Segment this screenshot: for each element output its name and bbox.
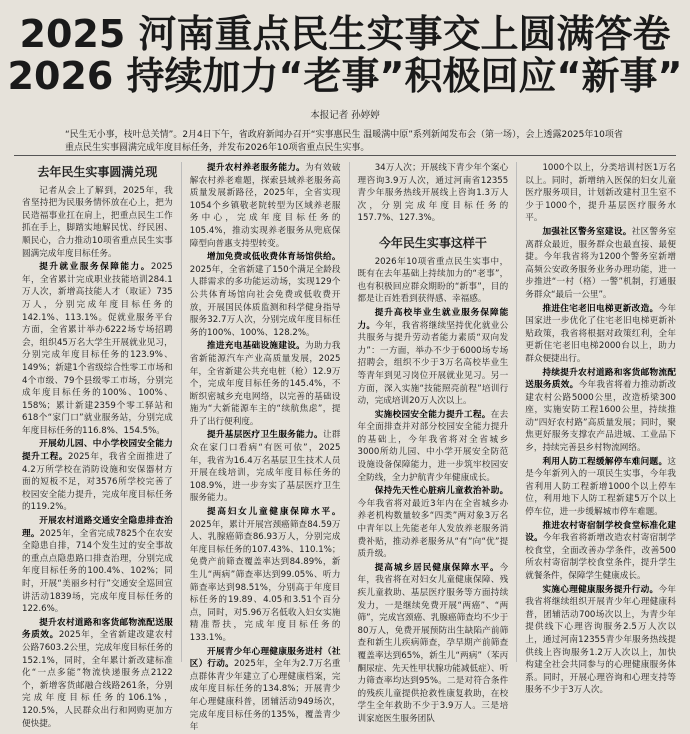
paragraph-text: 为有效破解农村养老难题，探索县域养老服务高质量发展新路径，2025年，全省实现1054个乡镇敬老院转型为区域养老服务中心，完成年度目标任务的105.4%，推动实现养老服务从兜底保障型向普惠支持型转变。 xyxy=(189,163,341,249)
paragraph-lead: 加强社区警务室建设。 xyxy=(542,226,632,237)
paragraph-text: 今年我省将新增改造农村寄宿制学校食堂，全面改善办学条件，改善500所农村寄宿制学校食堂条件，提升学生就餐条件，保障学生健康成长。 xyxy=(525,533,676,581)
paragraph xyxy=(525,367,676,455)
paragraph xyxy=(22,515,173,616)
lead-paragraph: “民生无小事，枝叶总关情”。2月4日下午，省政府新闻办召开“实事惠民生 温暖满中原”系列新闻发布会（第一场），会上透露2025年10项省重点民生实事圆满完成年度目标任务，并发布2026年10项省重点民生实事。 xyxy=(65,130,623,153)
paragraph-text: 记者从会上了解到，2025年，我省坚持把为民服务情怀放在心上，把为民造福事业扛在肩上，把重点民生工作抓在手上，脚踏实地解民忧、纾民困、顺民心，合力推动10项省重点民生实事圆满完成年度目标任务。 xyxy=(22,185,173,259)
paragraph-text: 今年我省将对最近3年内在全省城乡办养老机构数量较多“四类”两对象3万名中青年以上先能老年人发放养老服务消费补贴，推动养老服务从“有”向“优”提质升级。 xyxy=(357,498,509,560)
column-2 xyxy=(181,162,349,733)
paragraph-text: 2025年，全年为2.7万名重点群体青少年建立了心理健康档案，完成年度目标任务的134.8%；开展青少年心理健康科普，团辅活动949场次，完成年度目标任务的135%，覆盖青少年 xyxy=(189,659,341,733)
paragraph-lead: 提升高校毕业生就业服务保障能力。 xyxy=(357,307,509,331)
paragraph-text: 这是今年新列入的一项民生实事，今年我省利用人防工程新增1000个以上停车位，利用地下人防工程新建5万个以上停车位，进一步缓解城市停车难题。 xyxy=(525,456,676,518)
article-columns xyxy=(14,162,684,733)
paragraph-text: 社区警务室离群众最近，服务群众也最直接、最便捷。今年我省将为1200个警务室新增高频公安政务服务业务办理功能，进一步推进“一村（格）一警”机制，打通服务群众“最后一公里”。 xyxy=(525,226,676,300)
header xyxy=(0,0,690,155)
paragraph-text: 2025年，累计开展宫颈癌筛查84.59万人、乳腺癌筛查86.93万人，分别完成年度目标任务的107.43%、110.1%；免费产前筛查覆盖率达到84.89%，新生儿“两病”筛查率达到99.05%、听力筛查率达到98.51%，分别高于年度目标任务的19.89、4.05和3.51个百分点，同时，对5.96万名低收入妇女实施精准帮扶，完成年度目标任务的133.1%。 xyxy=(189,519,341,643)
paragraph xyxy=(22,185,173,261)
paragraph xyxy=(190,162,341,250)
paragraph-lead: 提升农村道路和客货邮物流配送服务质效。 xyxy=(22,617,173,641)
paragraph xyxy=(22,617,173,730)
paragraph-text: 2026年10项省重点民生实事中，既有在去年基础上持续加力的“老事”，也有积极回应群众期盼的“新事”，目的都是让百姓看到获得感、幸福感。 xyxy=(357,256,509,305)
paragraph-text: 今年，我省将继续坚持优化就业公共服务与提升劳动者能力素质“双向发力”：一方面，举办不少于6000场专场招聘会，组织不少于3万名高校毕业生等青年到见习岗位开展就业见习。另一方面，深入实施“技能照亮前程”培训行动，完成培训20万人次以上。 xyxy=(357,320,509,407)
paragraph-text: 2025年，全省新建了150个满足全龄段人群需求的多功能运动场，实现129个公共体育场馆向社会免费或低收费开放，开展国民体质监测和科学健身指导服务32.7万人次，分别完成年度目标任务的100%、100%、128.2%。 xyxy=(189,264,341,338)
paragraph xyxy=(525,303,676,366)
paragraph-text: 2025年，全省累计完成职业技能培训284.1万人次，新增高技能人才（取证）735万人，分别完成年度目标任务的142.1%、113.1%。促就业服务平台方面，全省累计举办6222场专场招聘会，组织45万名大学生开展就业见习，分别完成年度目标任务的123.9%、149%；新建1个省级综合性零工市场和4个市级、79个县级零工市场，分别完成年度目标任务的100%、100%、158%；累计新建2359个零工驿站和618个“家门口”就业服务站，分别完成年度目标任务的116.8%、154.5%。 xyxy=(22,262,173,436)
headline-line-2: 2026 持续加力“老事”积极回应“新事” xyxy=(7,54,683,98)
paragraph xyxy=(525,520,676,583)
paragraph-text: 1000个以上，分类培训村医1万名以上。同时，新增纳入医保的妇女儿童医疗服务项目，计划新改建村卫生室不少于1000个，提升基层医疗服务水平。 xyxy=(525,163,676,224)
paragraph-lead: 保持先天性心脏病儿童救治补助。 xyxy=(374,486,509,497)
paragraph-lead: 推进农村寄宿制学校食堂标准化建设。 xyxy=(525,520,676,544)
paragraph-lead: 提高城乡居民健康保障水平。 xyxy=(374,562,500,573)
paragraph-lead: 提高妇女儿童健康保障水平。 xyxy=(206,507,341,518)
paragraph-text: 2025年，全省新建改建农村公路7603.2公里，完成年度目标任务的152.1%，同时，全年累计新改建标准化“一点多能”物流快递服务点2122个，新增客货邮融合线路261条，分别完成年度目标任务的106.1%，120.5%，人民群众出行和网购更加方便快捷。 xyxy=(22,630,173,729)
paragraph xyxy=(22,261,173,437)
paragraph-text: 2025年，全省完成7825个在农安全隐患自排，714个发生过的安全事故的重点点隐患路口排查治理，分别完成年度目标任务的100.4%、102%；同时，开展“美丽乡村行”交通安全巡回宣讲活动1839场，完成年度目标任务的122.6%。 xyxy=(22,528,173,615)
paragraph-lead: 推进住宅老旧电梯更新改造。 xyxy=(542,303,659,314)
paragraph xyxy=(525,226,676,302)
paragraph xyxy=(358,562,509,726)
headline-line-1: 2025 河南重点民生实事交上圆满答卷 xyxy=(19,12,671,56)
paragraph-text: 今年国家进一步优化了住宅老旧电梯更新补贴政策，我省将根据对政策红利，全年更新住宅老旧电梯2000台以上，助力群众便捷出行。 xyxy=(525,303,676,364)
paragraph-lead: 实施心理健康服务提升行动。 xyxy=(542,584,659,595)
divider xyxy=(14,155,676,156)
paragraph-lead: 利用人防工程缓解停车难问题。 xyxy=(542,456,668,467)
paragraph-text: 今年我省将继续组织开展青少年心理健康科普，团辅活动700场次以上，为青少年提供线下心理咨询服务2.5万人次以上，通过河南12355青少年服务热线提供线上咨询服务1.2万人次以上，加快构建全社会共同参与的心理健康服务体系。同时，开展心理咨询和心理支持等服务不少于3万人次。 xyxy=(525,584,676,696)
paragraph-text: 在去年全面排查并对部分校园安全能力提升的基础上，今年我省将对全省城乡3000所幼儿园、中小学开展安全防范设施设备保障能力，进一步筑牢校园安全防线，全力护航青少年健康成长。 xyxy=(357,409,509,483)
paragraph xyxy=(525,162,676,225)
paragraph-text: 2025年，我省全面推进了4.2万所学校在消防设施和安保器材方面的短板不足，对3576所学校完善了校园安全能力提升，完成年度目标任务的119.2%。 xyxy=(22,452,173,513)
paragraph-text: 今年我省将着力推动新改建农村公路5000公里，改造桥梁300座，实施安防工程1600公里，持续推动“四好农村路”高质量发展；同时，聚焦更好服务支撑农产品进城、工业品下乡，持续完善县乡村物流网络。 xyxy=(525,380,676,454)
paragraph-lead: 增加免费或低收费体育场馆供给。 xyxy=(206,252,341,263)
paragraph xyxy=(358,162,509,225)
paragraph-lead: 推进充电基础设施建设。 xyxy=(206,341,306,352)
paragraph-lead: 提升就业服务保障能力。 xyxy=(39,262,151,273)
byline: 本报记者 孙婷婷 xyxy=(310,110,380,121)
paragraph-lead: 开展青少年心理健康服务进村（社区）行动。 xyxy=(189,646,341,670)
paragraph xyxy=(22,438,173,514)
column-1 xyxy=(14,162,181,729)
paragraph-lead: 持续提升农村道路和客货邮物流配送服务质效。 xyxy=(525,367,676,391)
paragraph xyxy=(358,307,509,408)
paragraph xyxy=(190,506,341,645)
paragraph xyxy=(358,256,509,306)
paragraph-lead: 实施校园安全能力提升工程。 xyxy=(374,409,491,420)
paragraph-lead: 提升基层医疗卫生服务能力。 xyxy=(206,430,323,441)
section-heading: 去年民生实事圆满兑现 xyxy=(37,165,158,179)
paragraph-text: 今年，我省将在对妇女儿童健康保障、残疾儿童救助、基层医疗服务等方面持续发力，一是继续免费开展“两癌”、“两筛”，完成宫颈癌、乳腺癌筛查均不少于80万人，免费开展预防出生缺陷产前筛查和新生儿疾病筛查，孕早期产前筛查覆盖率达到65%，新生儿“两病”（苯丙酮尿症、先天性甲状腺功能减低症）、听力筛查率均达到95%。二是对符合条件的残疾儿童提供抢救性康复救助，在校学生全年救助不少于3.9万人。三是培训家庭医生服务团队 xyxy=(357,562,509,724)
paragraph xyxy=(525,456,676,519)
column-3 xyxy=(349,162,517,724)
paragraph xyxy=(190,646,341,734)
paragraph-text: 为助力我省新能源汽车产业高质量发展，2025年，全省新建公共充电桩（枪）12.9万个，完成年度目标任务的145.4%，不断织密城乡充电网络，以完善的基础设施为“大新能源车主的“续航焦虑”，提升了出行便利度。 xyxy=(189,341,341,427)
paragraph xyxy=(525,584,676,697)
paragraph-text: 让群众在家门口看病“有医可依”，2025年，我省为16.4万名基层卫生技术人员开展在线培训，完成年度目标任务的108.9%，进一步夯实了基层医疗卫生服务能力。 xyxy=(189,430,341,504)
paragraph-lead: 开展幼儿园、中小学校园安全能力提升工程。 xyxy=(22,439,173,463)
paragraph-text: 34万人次；开展线下青少年个案心理咨询3.9万人次，通过河南省12355青少年服务热线开展线上咨询1.3万人次，分别完成年度目标任务的157.7%、127.3%。 xyxy=(357,163,509,224)
paragraph xyxy=(358,485,509,561)
paragraph-lead: 提升农村养老服务能力。 xyxy=(206,163,306,173)
column-4 xyxy=(516,162,684,696)
paragraph xyxy=(190,251,341,339)
paragraph xyxy=(190,429,341,505)
section-heading: 今年民生实事这样干 xyxy=(378,235,487,250)
paragraph xyxy=(358,409,509,485)
paragraph-lead: 开展农村道路交通安全隐患排查治理。 xyxy=(22,516,173,539)
paragraph xyxy=(190,340,341,428)
